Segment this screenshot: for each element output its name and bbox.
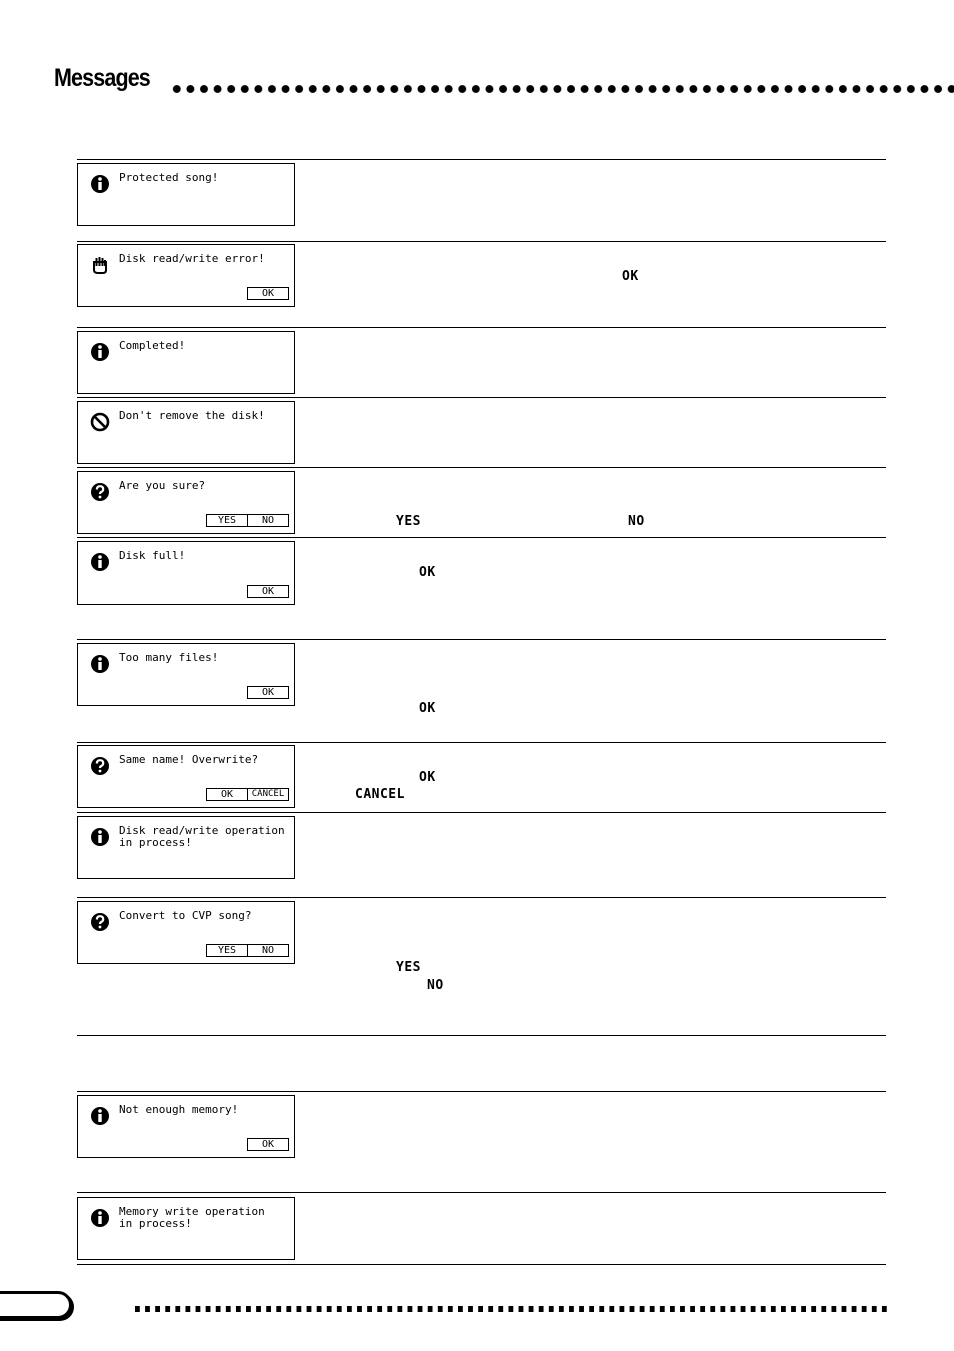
divider [77,159,886,160]
message-box-dont-remove [77,401,295,464]
message-text: Not enough memory! [119,1103,239,1116]
message-text: Protected song! [119,171,219,184]
message-text: Memory write operation in process! [119,1205,265,1230]
divider [77,467,886,468]
ok-button[interactable]: OK [247,287,289,300]
keyword-yes: YES [396,514,421,529]
message-box-are-you-sure [77,471,295,534]
yes-button[interactable]: YES [206,514,248,527]
divider [77,639,886,640]
info-icon [90,174,110,194]
keyword-yes: YES [396,960,421,975]
footer-dotted-rule [135,1306,887,1312]
ok-button[interactable]: OK [206,788,248,801]
message-text: Completed! [119,339,186,352]
hand-stop-icon [90,255,110,275]
no-button[interactable]: NO [247,514,289,527]
divider [77,897,886,898]
title-dotted-rule [170,84,954,94]
message-box-too-many-files [77,643,295,706]
message-box-memory-operation [77,1197,295,1260]
divider [77,327,886,328]
question-icon [90,756,110,776]
message-text: Are you sure? [119,479,206,492]
message-text: Disk read/write error! [119,252,265,265]
keyword-ok: OK [419,770,436,785]
message-text: Disk full! [119,549,186,562]
message-text: Convert to CVP song? [119,909,252,922]
info-icon [90,1208,110,1228]
ok-button[interactable]: OK [247,585,289,598]
info-icon [90,827,110,847]
message-text: Don't remove the disk! [119,409,265,422]
cancel-button[interactable]: CANCEL [247,788,289,801]
message-text: Disk read/write operation in process! [119,824,285,849]
divider [77,537,886,538]
message-box-disk-error [77,244,295,307]
message-box-disk-full [77,541,295,605]
info-icon [90,654,110,674]
keyword-ok: OK [419,701,436,716]
info-icon [90,342,110,362]
message-text: Too many files! [119,651,219,664]
divider [77,397,886,398]
message-box-completed [77,331,295,394]
keyword-no: NO [628,514,645,529]
keyword-ok: OK [622,269,639,284]
ok-button[interactable]: OK [247,1138,289,1151]
divider [77,241,886,242]
message-box-not-enough-memory [77,1095,295,1158]
message-box-disk-operation [77,816,295,879]
divider [77,742,886,743]
divider [77,1091,886,1092]
prohibited-icon [90,412,110,432]
divider [77,812,886,813]
question-icon [90,912,110,932]
message-box-protected-song [77,163,295,226]
divider [77,1035,886,1036]
message-box-convert-cvp [77,901,295,964]
keyword-cancel: CANCEL [355,787,405,802]
page-title: Messages [54,64,150,92]
info-icon [90,552,110,572]
divider [77,1264,886,1265]
message-box-same-name [77,745,295,808]
question-icon [90,482,110,502]
ok-button[interactable]: OK [247,686,289,699]
keyword-ok: OK [419,565,436,580]
divider [77,1192,886,1193]
keyword-no: NO [427,978,444,993]
message-text: Same name! Overwrite? [119,753,259,766]
no-button[interactable]: NO [247,944,289,957]
yes-button[interactable]: YES [206,944,248,957]
page-number-tab [0,1291,72,1319]
info-icon [90,1106,110,1126]
